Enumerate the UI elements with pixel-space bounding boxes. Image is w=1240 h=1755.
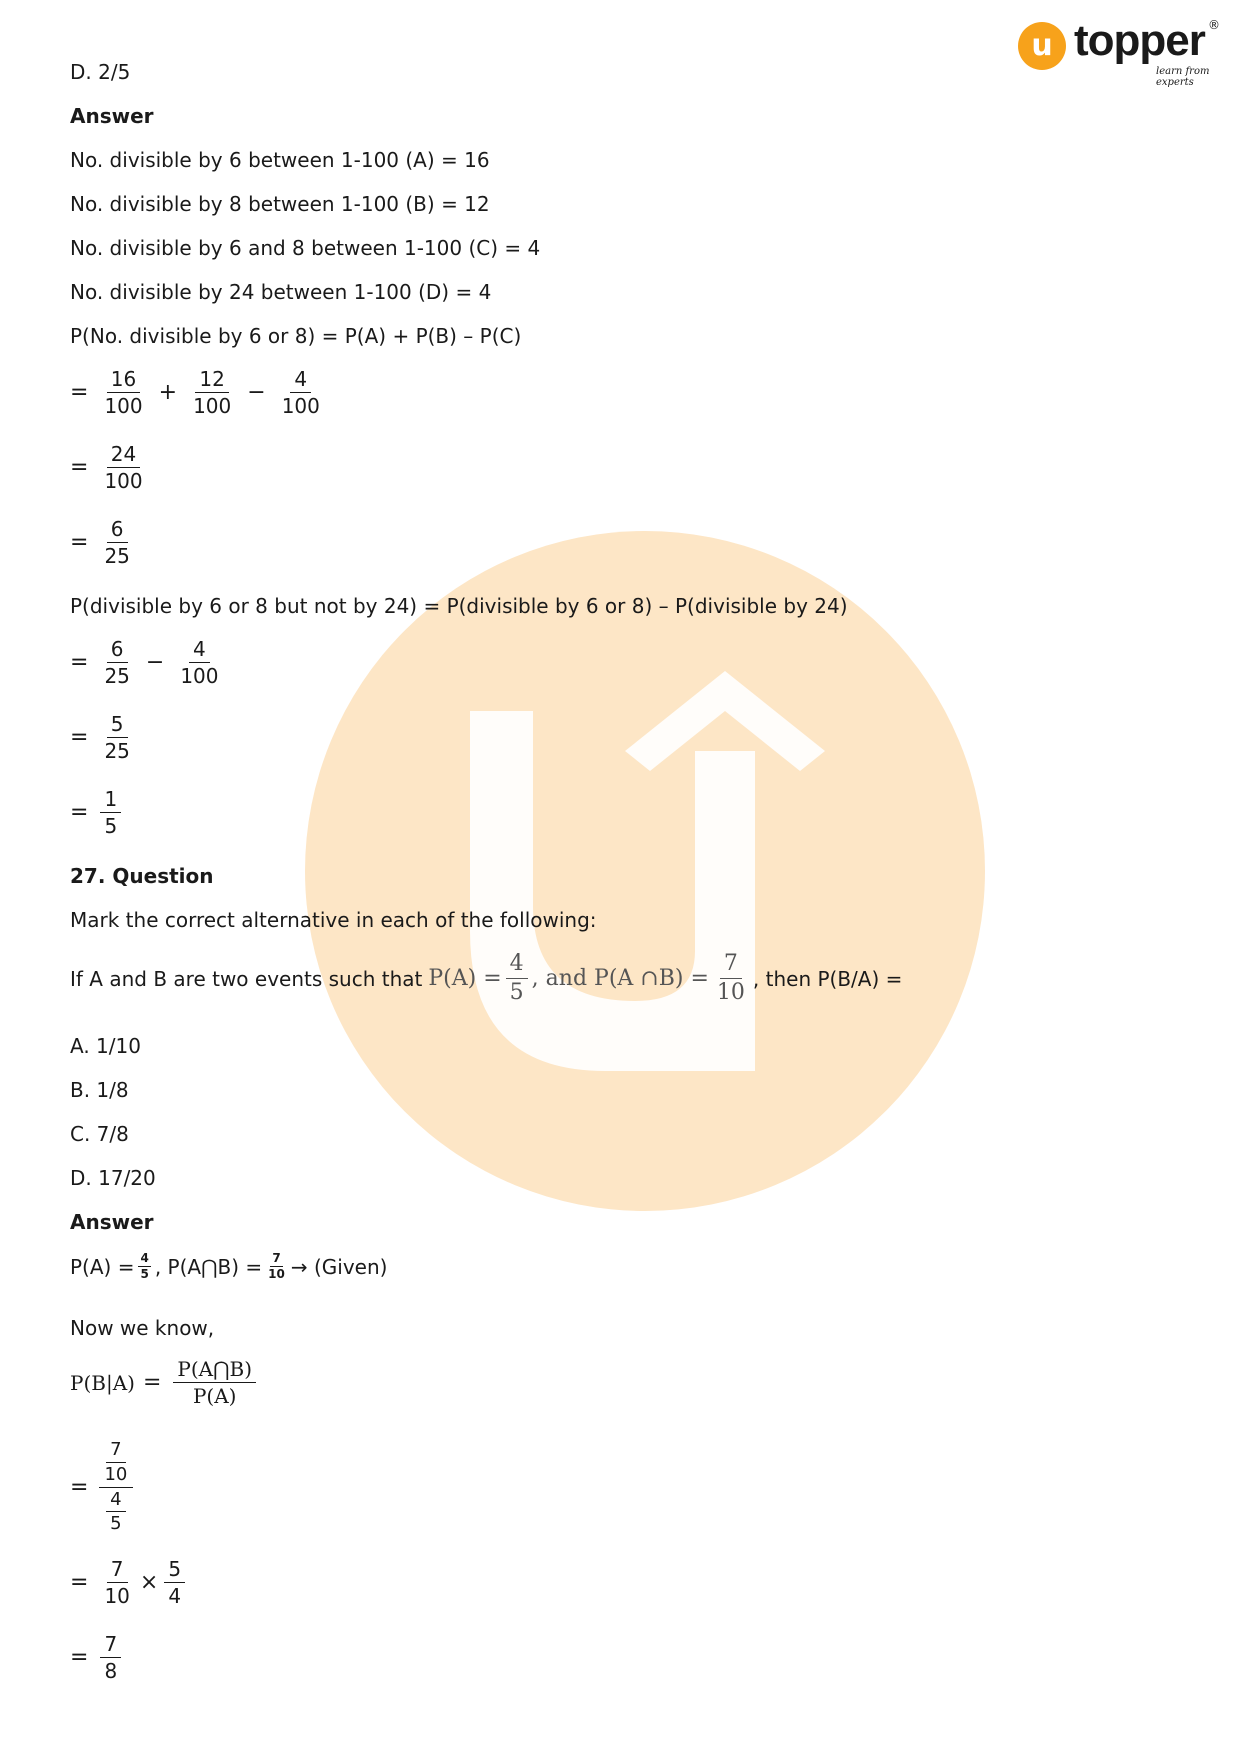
solution-line-4: No. divisible by 24 between 1-100 (D) = 4	[70, 280, 492, 304]
math-step	[70, 713, 138, 762]
fraction: $\frac{4}{5}$	[506, 952, 528, 1005]
math-step-sum	[70, 368, 328, 417]
math-step	[70, 518, 138, 567]
math-step-result	[70, 1633, 125, 1682]
answer-heading: Answer	[70, 1210, 154, 1234]
fraction: $\frac{7}{10}$	[268, 1251, 285, 1282]
option-d[interactable]: D. 17/20	[70, 1166, 156, 1190]
equals-sign: =	[70, 1645, 89, 1670]
fraction: $\frac{7}{8}$	[100, 1633, 121, 1682]
fraction: $\frac{P(A⋂B)}{P(A)}$	[173, 1358, 256, 1407]
math-step	[70, 788, 125, 837]
fraction: $\frac{6}{25}$	[104, 517, 130, 568]
math-step-complex-fraction	[70, 1440, 135, 1534]
equals-sign: =	[70, 455, 89, 480]
now-we-know: Now we know,	[70, 1316, 215, 1340]
equals-sign: =	[70, 725, 89, 750]
complex-fraction: $\frac{7}{10}$ $\frac{4}{5}$	[96, 1440, 135, 1534]
equals-sign: =	[70, 800, 89, 825]
topper-watermark-logo	[305, 531, 985, 1211]
operator: −	[145, 650, 165, 675]
solution-line-2: No. divisible by 8 between 1-100 (B) = 12	[70, 192, 490, 216]
fraction: $\frac{4}{100}$	[180, 637, 219, 688]
equals-sign: =	[70, 1474, 89, 1500]
operator: ×	[139, 1570, 159, 1595]
topper-logo-text: topper	[1074, 16, 1205, 65]
fraction: $\frac{5}{4}$	[164, 1558, 185, 1607]
fraction: $\frac{4}{100}$	[281, 367, 320, 418]
registered-mark: ®	[1208, 18, 1220, 32]
answer-heading-prev: Answer	[70, 104, 154, 128]
option-c[interactable]: C. 7/8	[70, 1122, 129, 1146]
fraction: $\frac{6}{25}$	[104, 637, 130, 688]
stem-suffix: , then P(B/A) =	[752, 966, 903, 991]
solution-line-1: No. divisible by 6 between 1-100 (A) = 16	[70, 148, 490, 172]
fraction: $\frac{7}{10}$	[716, 951, 745, 1006]
given-line: P(A) = $\frac{4}{5}$ , P(A⋂B) = $\frac{7}{10}$ → (Given)	[70, 1251, 388, 1282]
solution-line-3: No. divisible by 6 and 8 between 1-100 (C) = 4	[70, 236, 541, 260]
math-step-diff	[70, 638, 227, 687]
fraction: $\frac{24}{100}$	[104, 442, 143, 493]
equals-sign: =	[70, 650, 89, 675]
logo-tagline: learn from experts	[1156, 66, 1210, 88]
equals-sign: =	[70, 380, 89, 405]
fraction: $\frac{12}{100}$	[193, 367, 232, 418]
option-a[interactable]: A. 1/10	[70, 1034, 141, 1058]
fraction: $\frac{16}{100}$	[104, 367, 143, 418]
solution-line-but-not: P(divisible by 6 or 8 but not by 24) = P(divisible by 6 or 8) – P(divisible by 24)	[70, 594, 848, 618]
option-d-prev: D. 2/5	[70, 60, 131, 84]
topper-logo-icon: u	[1018, 22, 1066, 70]
fraction: $\frac{5}{25}$	[104, 712, 130, 763]
math-step-product	[70, 1558, 189, 1607]
option-b[interactable]: B. 1/8	[70, 1078, 129, 1102]
operator: −	[247, 380, 266, 405]
fraction: $\frac{4}{5}$	[140, 1251, 149, 1282]
topper-logo[interactable]	[1018, 16, 1220, 88]
stem-math: P(A) = $\frac{4}{5}$ , and P(A ∩B) = $\frac{7}{10}$	[428, 952, 753, 1005]
question-heading: 27. Question	[70, 864, 214, 888]
stem-prefix: If A and B are two events such that	[70, 966, 423, 991]
solution-line-5: P(No. divisible by 6 or 8) = P(A) + P(B) – P(C)	[70, 324, 522, 348]
operator: +	[158, 380, 178, 405]
fraction: $\frac{7}{10}$	[104, 1557, 130, 1608]
fraction: $\frac{1}{5}$	[100, 788, 121, 837]
equals-sign: =	[70, 530, 89, 555]
question-stem	[70, 952, 902, 1005]
math-step	[70, 443, 151, 492]
question-instruction: Mark the correct alternative in each of the following:	[70, 908, 597, 932]
equals-sign: =	[70, 1570, 89, 1595]
conditional-formula: P(B|A) = $\frac{P(A⋂B)}{P(A)}$	[70, 1358, 260, 1407]
